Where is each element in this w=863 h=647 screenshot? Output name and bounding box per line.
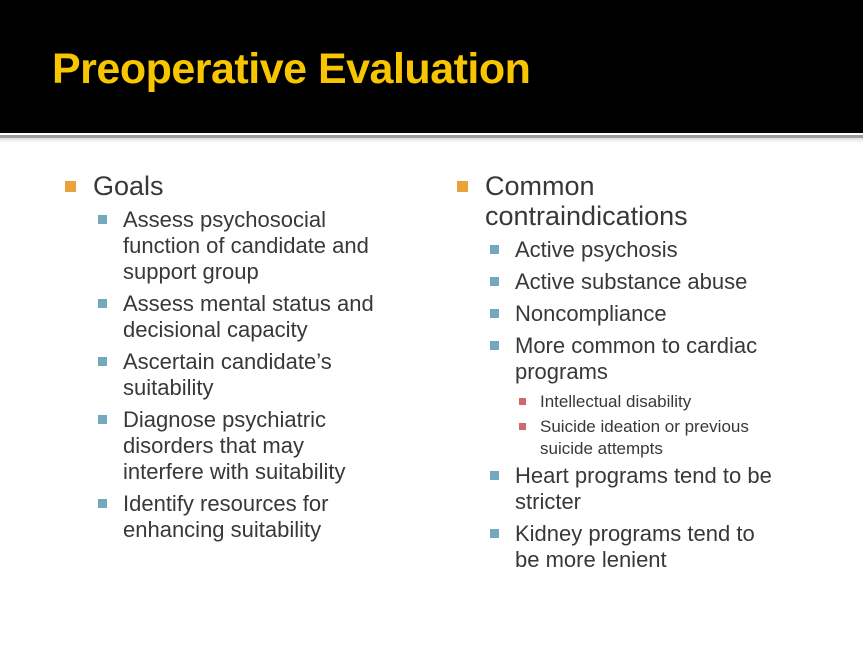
list-item-line: support group	[123, 259, 259, 284]
bullet-square-icon	[519, 423, 526, 430]
bullet-square-icon	[98, 357, 107, 366]
list-item-line: suitability	[123, 375, 214, 400]
list-item	[53, 407, 441, 485]
list-item-line: Noncompliance	[515, 301, 667, 326]
list-item-text	[540, 391, 855, 413]
list-item-line: Ascertain candidate’s	[123, 349, 332, 374]
list-item-line: disorders that may	[123, 433, 304, 458]
list-item-line: Active substance abuse	[515, 269, 748, 294]
list-item-line: Identify resources for	[123, 491, 329, 516]
list-item	[445, 463, 855, 515]
bullet-square-icon	[490, 309, 499, 318]
list-item	[445, 391, 855, 413]
list-item-line: interfere with suitability	[123, 459, 346, 484]
list-item-line: suicide attempts	[540, 439, 663, 458]
list-item	[53, 349, 441, 401]
list-item-line: Heart programs tend to be	[515, 463, 772, 488]
list-item-line: Assess mental status and	[123, 291, 374, 316]
list-item-line: enhancing suitability	[123, 517, 322, 542]
list-item-line: programs	[515, 359, 608, 384]
bullet-square-icon	[490, 277, 499, 286]
bullet-square-icon	[65, 181, 76, 192]
list-item	[445, 171, 855, 231]
list-item-text	[540, 416, 855, 460]
list-item	[53, 491, 441, 543]
list-item-line: stricter	[515, 489, 581, 514]
bullet-square-icon	[490, 529, 499, 538]
list-item-text	[515, 463, 855, 515]
bullet-square-icon	[457, 181, 468, 192]
list-item-line: Suicide ideation or previous	[540, 417, 749, 436]
list-item	[445, 521, 855, 573]
list-item	[445, 333, 855, 385]
list-item-line: Goals	[93, 171, 164, 201]
bullet-square-icon	[490, 245, 499, 254]
list-item-text	[515, 237, 855, 263]
list-item-line: More common to cardiac	[515, 333, 758, 358]
list-item-text	[123, 407, 441, 485]
list-item	[53, 171, 441, 201]
list-item	[445, 301, 855, 327]
list-item-text	[123, 207, 441, 285]
list-item-text	[515, 269, 855, 295]
list-item-line: contraindications	[485, 201, 688, 231]
list-item-text	[123, 291, 441, 343]
list-item-line: be more lenient	[515, 547, 667, 572]
list-item-line: Diagnose psychiatric	[123, 407, 326, 432]
list-item-line: Active psychosis	[515, 237, 678, 262]
list-item-line: Common	[485, 171, 595, 201]
bullet-square-icon	[519, 398, 526, 405]
bullet-square-icon	[490, 471, 499, 480]
list-item-text	[123, 349, 441, 401]
list-item	[445, 237, 855, 263]
list-item	[445, 416, 855, 460]
list-item-text	[123, 491, 441, 543]
list-item-line: function of candidate and	[123, 233, 369, 258]
bullet-square-icon	[98, 299, 107, 308]
list-item-text	[515, 301, 855, 327]
list-item-line: Assess psychosocial	[123, 207, 326, 232]
list-item-line: Kidney programs tend to	[515, 521, 755, 546]
list-item-text	[515, 521, 855, 573]
bullet-square-icon	[490, 341, 499, 350]
list-item-text	[515, 333, 855, 385]
column-right	[445, 171, 855, 579]
bullet-square-icon	[98, 415, 107, 424]
list-item-text	[93, 171, 441, 201]
bullet-square-icon	[98, 215, 107, 224]
column-left	[53, 171, 441, 549]
list-item	[445, 269, 855, 295]
slide-title: Preoperative Evaluation	[52, 45, 531, 93]
bullet-square-icon	[98, 499, 107, 508]
list-item-line: Intellectual disability	[540, 392, 692, 411]
list-item	[53, 291, 441, 343]
list-item	[53, 207, 441, 285]
list-item-text	[485, 171, 855, 231]
list-item-line: decisional capacity	[123, 317, 308, 342]
